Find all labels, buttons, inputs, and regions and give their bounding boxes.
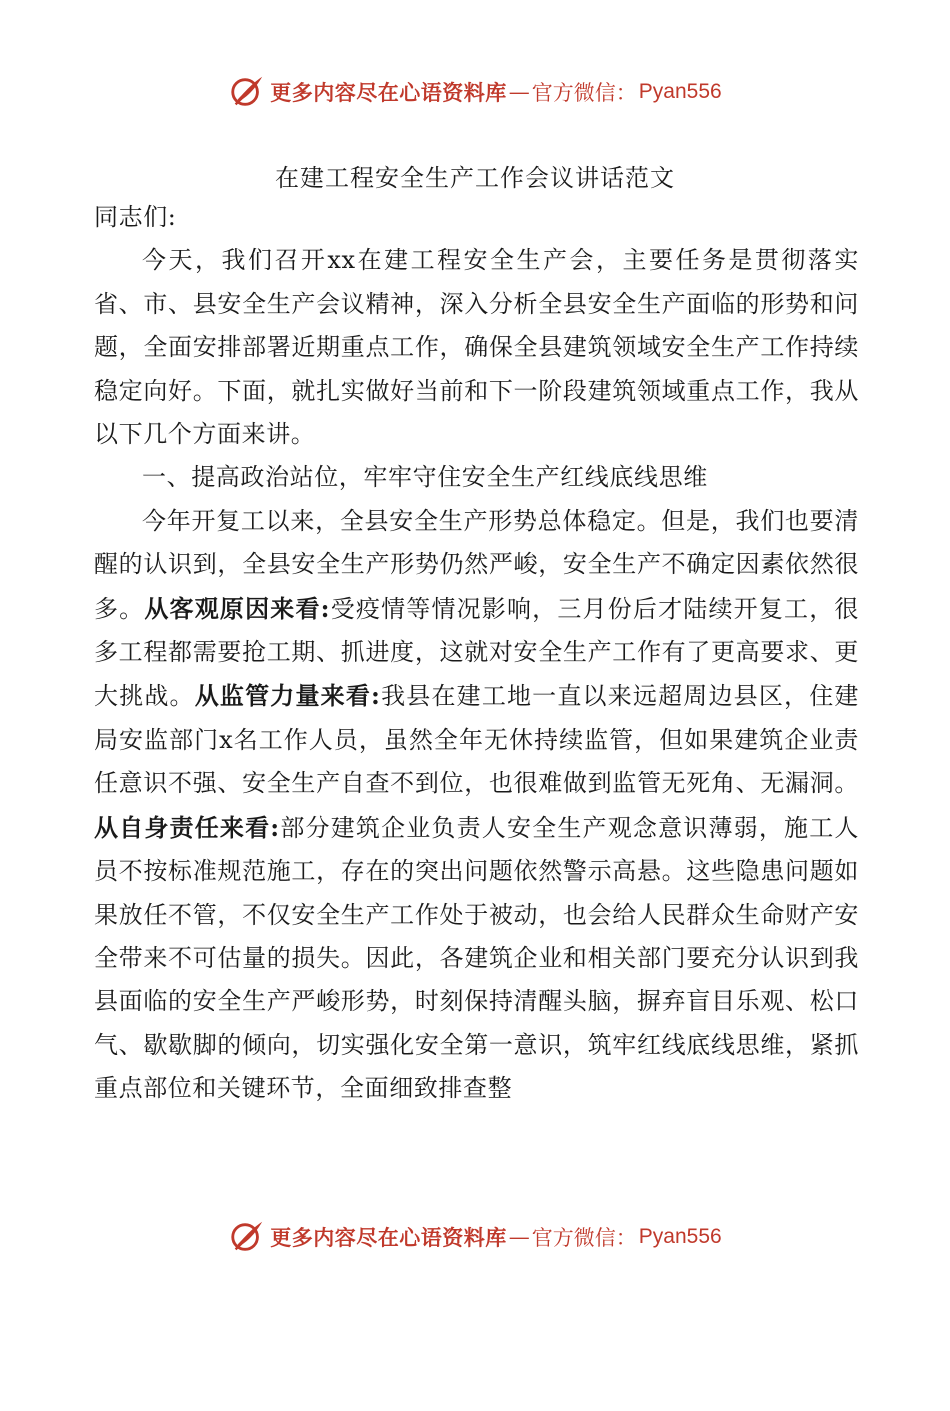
header-banner (0, 70, 950, 114)
bold-lead-objective: 从客观原因来看: (144, 593, 331, 623)
section-text-4: 部分建筑企业负责人安全生产观念意识薄弱，施工人员不按标准规范施工，存在的突出问题依然警示高悬。这些隐患问题如果放任不管，不仅安全生产工作处于被动，也会给人民群众生命财产安全带来不可估量的损失。因此，各建筑企业和相关部门要充分认识到我县面临的安全生产严峻形势，时刻保持清醒头脑，摒弃盲目乐观、松口气、歇歇脚的倾向，切实强化安全第一意识，筑牢红线底线思维，紧抓重点部位和关键环节，全面细致排查整 (94, 813, 859, 1103)
quill-logo-icon (228, 1218, 266, 1256)
banner-brand: 更多内容尽在心语资料库 (270, 80, 507, 105)
banner-brand: 更多内容尽在心语资料库 (270, 1225, 507, 1250)
section-text-2: 受疫情等情况影响，三月份后才陆续开复工，很多工程都需要抢工期、抓进度，这就对安全生产工作有了更高要求、更大挑战。 (94, 594, 859, 711)
intro-paragraph: 今天，我们召开xx在建工程安全生产会，主要任务是贯彻落实省、市、县安全生产会议精神，深入分析全县安全生产面临的形势和问题，全面安排部署近期重点工作，确保全县建筑领域安全生产工作持续稳定向好。下面，就扎实做好当前和下一阶段建筑领域重点工作，我从以下几个方面来讲。 (94, 246, 859, 449)
banner-dash: — (508, 1225, 530, 1249)
banner-wechat-label: 官方微信： (531, 81, 637, 105)
section-heading: 一、提高政治站位，牢牢守住安全生产红线底线思维 (142, 463, 708, 492)
footer-banner (0, 1215, 950, 1259)
bold-lead-supervision: 从监管力量来看: (194, 681, 381, 711)
banner-wechat-handle: Pyan556 (638, 80, 722, 103)
banner-dash: — (508, 80, 530, 104)
section-paragraph (94, 500, 859, 1411)
salutation: 同志们: (94, 203, 177, 231)
section-text-3: 我县在建工地一直以来远超周边县区，住建局安监部门x名工作人员，虽然全年无休持续监管，但如果建筑企业责任意识不强、安全生产自查不到位，也很难做到监管无死角、无漏洞。 (94, 682, 859, 798)
quill-logo-icon (228, 73, 266, 111)
document-title: 在建工程安全生产工作会议讲话范文 (275, 164, 675, 192)
bold-lead-responsibility: 从自身责任来看: (94, 812, 280, 842)
banner-wechat-label: 官方微信： (531, 1226, 637, 1250)
section-text-1: 今年开复工以来，全县安全生产形势总体稳定。但是，我们也要清醒的认识到，全县安全生产形势仍然严峻，安全生产不确定因素依然很多。 (94, 506, 859, 623)
banner-wechat-handle: Pyan556 (638, 1225, 722, 1248)
